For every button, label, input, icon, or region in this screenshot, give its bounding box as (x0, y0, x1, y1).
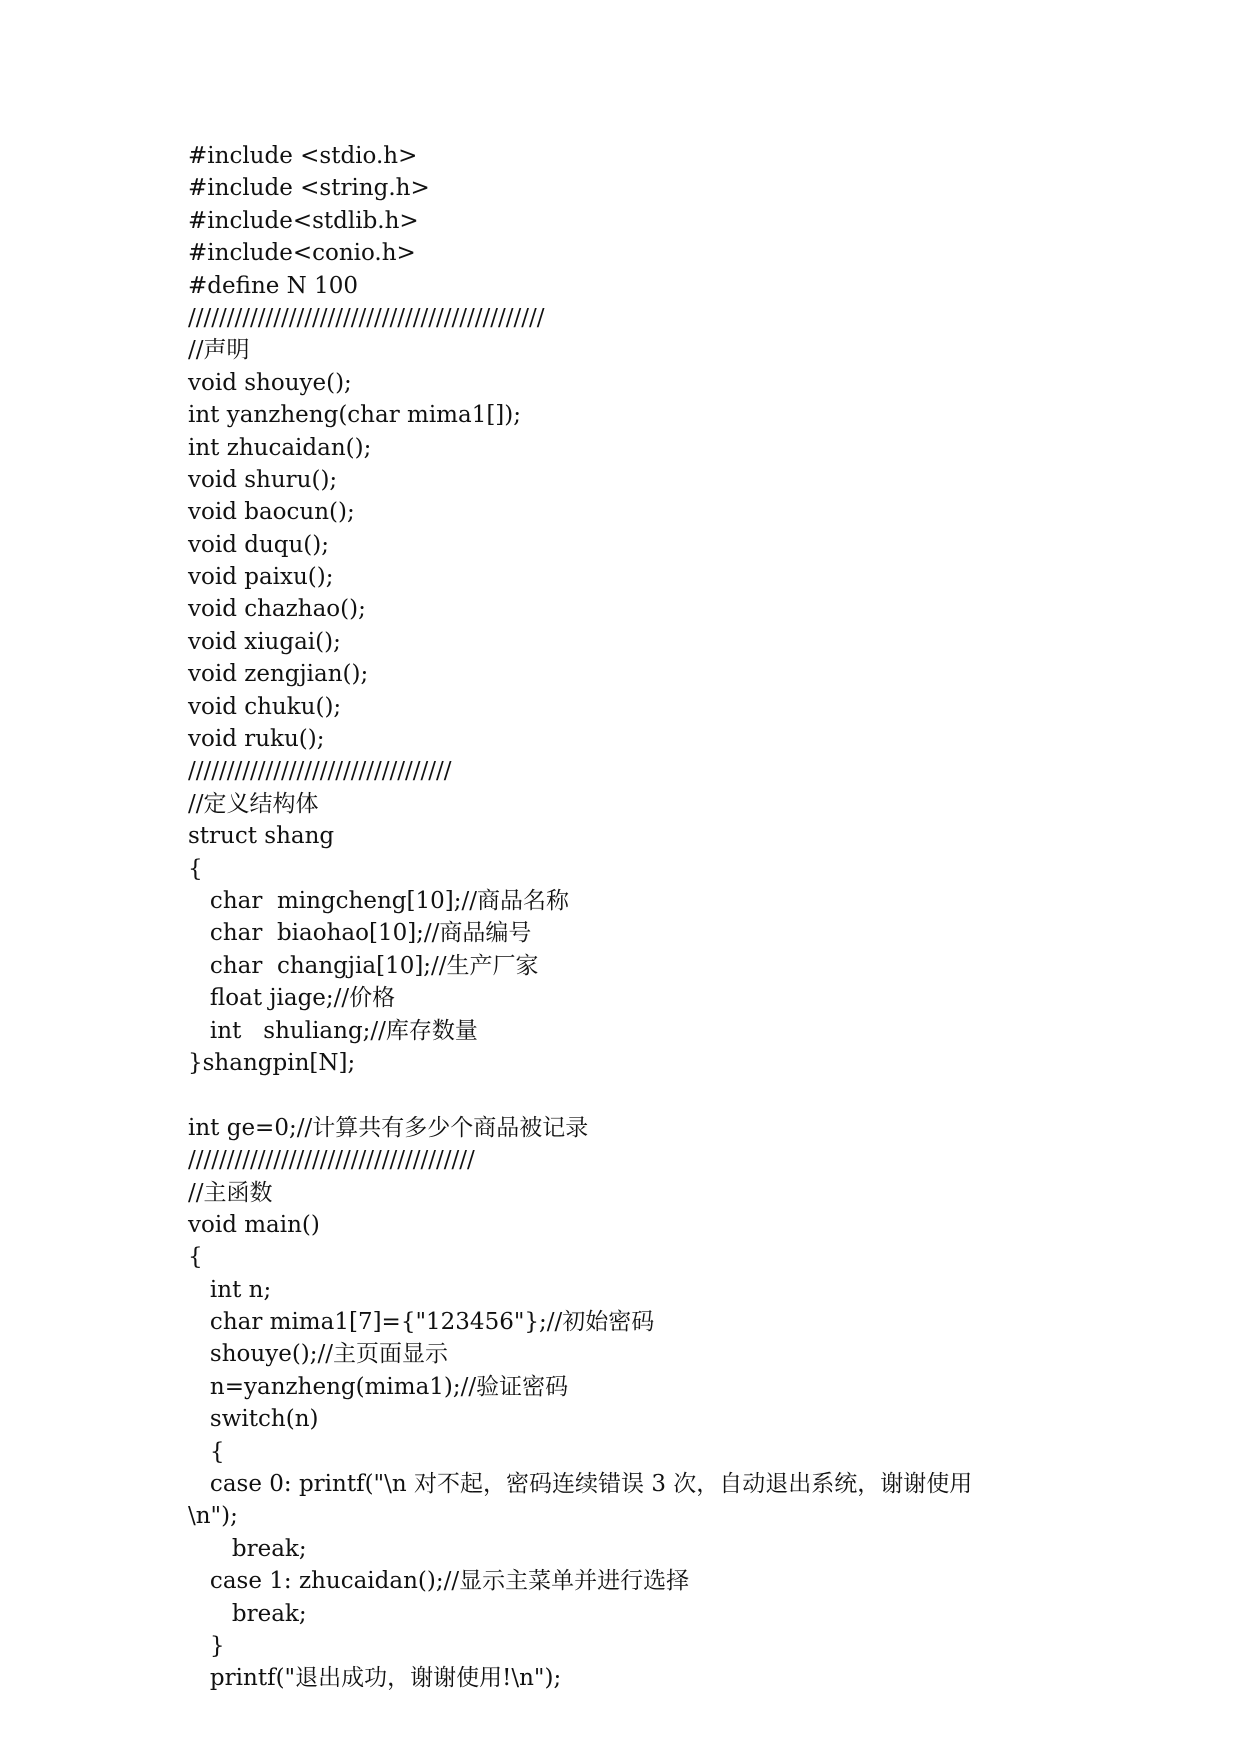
code-line: #include <stdio.h> (188, 143, 418, 169)
code-line: char biaohao[10];//商品编号 (188, 920, 532, 947)
code-line: n=yanzheng(mima1);//验证密码 (188, 1373, 569, 1400)
code-line: ////////////////////////////////////////////// (188, 304, 545, 331)
code-line: //声明 (188, 337, 250, 364)
code-line: char changjia[10];//生产厂家 (188, 952, 539, 979)
code-line: char mima1[7]={"123456"};//初始密码 (188, 1309, 655, 1336)
code-line: void xiugai(); (188, 628, 341, 655)
code-line: void shouye(); (188, 369, 352, 396)
code-line: //定义结构体 (188, 790, 319, 817)
code-line: { (188, 1438, 225, 1465)
code-line: break; (188, 1600, 307, 1627)
code-line: \n"); (188, 1503, 238, 1530)
code-line: char mingcheng[10];//商品名称 (188, 887, 569, 914)
code-line: int shuliang;//库存数量 (188, 1017, 478, 1044)
code-line: int n; (188, 1276, 272, 1303)
code-line: switch(n) (188, 1406, 319, 1433)
code-line: void ruku(); (188, 726, 325, 753)
code-line: case 0: printf("\n 对不起，密码连续错误 3 次，自动退出系统，谢谢使用 (188, 1471, 973, 1498)
code-line: int yanzheng(char mima1[]); (188, 402, 521, 429)
code-line: } (188, 1632, 225, 1659)
code-line: #define N 100 (188, 272, 359, 299)
code-line: shouye();//主页面显示 (188, 1341, 449, 1368)
code-line: //主函数 (188, 1179, 273, 1206)
code-line: { (188, 855, 203, 882)
code-line: int ge=0;//计算共有多少个商品被记录 (188, 1114, 589, 1141)
code-line: void chuku(); (188, 693, 342, 720)
code-line: float jiage;//价格 (188, 985, 396, 1012)
code-line: void duqu(); (188, 531, 329, 558)
code-line: break; (188, 1535, 307, 1562)
code-line: #include <string.h> (188, 175, 430, 202)
code-line: }shangpin[N]; (188, 1049, 356, 1076)
code-line: void baocun(); (188, 499, 355, 526)
code-line: { (188, 1244, 203, 1271)
code-line (188, 1079, 1088, 1111)
code-line: void main() (188, 1211, 320, 1238)
code-line: case 1: zhucaidan();//显示主菜单并进行选择 (188, 1568, 690, 1595)
code-line: #include<stdlib.h> (188, 207, 419, 234)
code-line: void chazhao(); (188, 596, 366, 623)
code-line: void paixu(); (188, 564, 334, 591)
code-line: #include<conio.h> (188, 240, 416, 267)
code-line: void zengjian(); (188, 661, 369, 688)
code-line: struct shang (188, 823, 335, 850)
code-line: ///////////////////////////////////// (188, 1147, 475, 1174)
code-line: void shuru(); (188, 466, 338, 493)
code-listing (188, 140, 1088, 1695)
code-line: int zhucaidan(); (188, 434, 372, 461)
code-line: ////////////////////////////////// (188, 758, 452, 785)
code-line: printf("退出成功，谢谢使用!\n"); (188, 1665, 562, 1692)
